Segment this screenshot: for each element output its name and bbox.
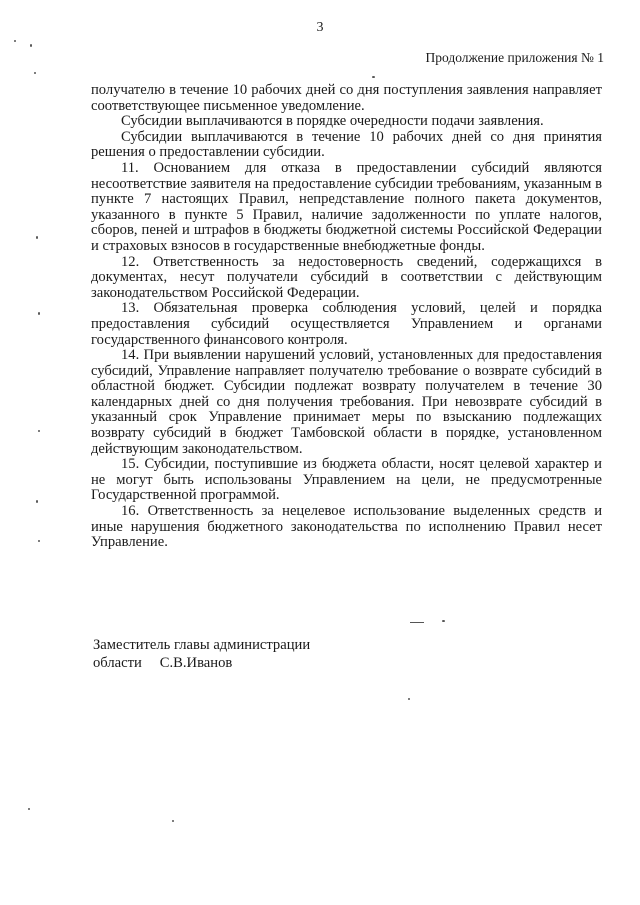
appendix-continuation-note: Продолжение приложения № 1 (425, 50, 604, 65)
paragraph-payment-order: Субсидии выплачиваются в порядке очередности подачи заявления. (121, 113, 544, 130)
signatory-position: Заместитель главы администрации (93, 637, 311, 653)
scan-speck (28, 808, 30, 810)
scan-speck (410, 622, 424, 623)
signatory-region: области (93, 655, 142, 671)
scan-speck (38, 430, 40, 432)
paragraph-11-refusal-grounds: 11. Основанием для отказа в предоставлении субсидий являются несоответствие заявителя на предоставление субсидии требованиям, указанным в пункте 7 настоящих Правил, непредставление полного пакета документов, указанного в пункте 5 Правил, наличие задолженности по уплате налогов, сборов, пеней и штрафов в бюджеты бюджетной системы Российской Федерации и страховых взносов в государственные внебюджетные фонды. (91, 159, 602, 254)
scan-speck (408, 698, 410, 700)
scan-speck (172, 820, 174, 822)
signature-block (93, 636, 310, 672)
paragraph-13-compliance-check: 13. Обязательная проверка соблюдения условий, целей и порядка предоставления субсидий осуществляется Управлением и органами государственного финансового контроля. (91, 300, 602, 348)
scan-speck (36, 500, 38, 503)
scan-speck (38, 540, 40, 542)
paragraph-16-misuse-responsibility: 16. Ответственность за нецелевое использование выделенных средств и иные нарушения бюджетного законодательства по исполнению Правил несет Управление. (91, 503, 602, 551)
scan-speck (34, 72, 36, 74)
paragraph-continuation: получателю в течение 10 рабочих дней со дня поступления заявления направляет соответствующее письменное уведомление. (91, 82, 602, 114)
document-body (91, 83, 602, 551)
scan-speck (38, 312, 40, 315)
paragraph-payment-term: Субсидии выплачиваются в течение 10 рабочих дней со дня принятия решения о предоставлении субсидии. (91, 128, 602, 161)
page-number: 3 (316, 20, 324, 35)
paragraph-14-violations: 14. При выявлении нарушений условий, установленных для предоставления субсидий, Управление направляет получателю требование о возврате субсидий в областной бюджет. Субсидии подлежат возврату получателем в течение 30 календарных дней со дня получения требования. При невозврате субсидий в указанный срок Управление принимает меры по взысканию подлежащих возврату субсидий в бюджет Тамбовской области в порядке, установленном действующим законодательством. (91, 347, 602, 457)
paragraph-15-targeted-use: 15. Субсидии, поступившие из бюджета области, носят целевой характер и не могут быть использованы Управлением на цели, не предусмотренные Государственной программой. (91, 456, 602, 504)
scan-speck (372, 76, 375, 78)
signatory-position-line2 (93, 654, 310, 672)
scan-speck (36, 236, 38, 239)
paragraph-12-responsibility: 12. Ответственность за недостоверность сведений, содержащихся в документах, несут получатели субсидий в соответствии с действующим законодательством Российской Федерации. (91, 253, 602, 301)
signatory-name: С.В.Иванов (159, 655, 233, 671)
scan-speck (442, 620, 445, 622)
scan-speck (30, 44, 32, 47)
scan-speck (14, 40, 16, 42)
